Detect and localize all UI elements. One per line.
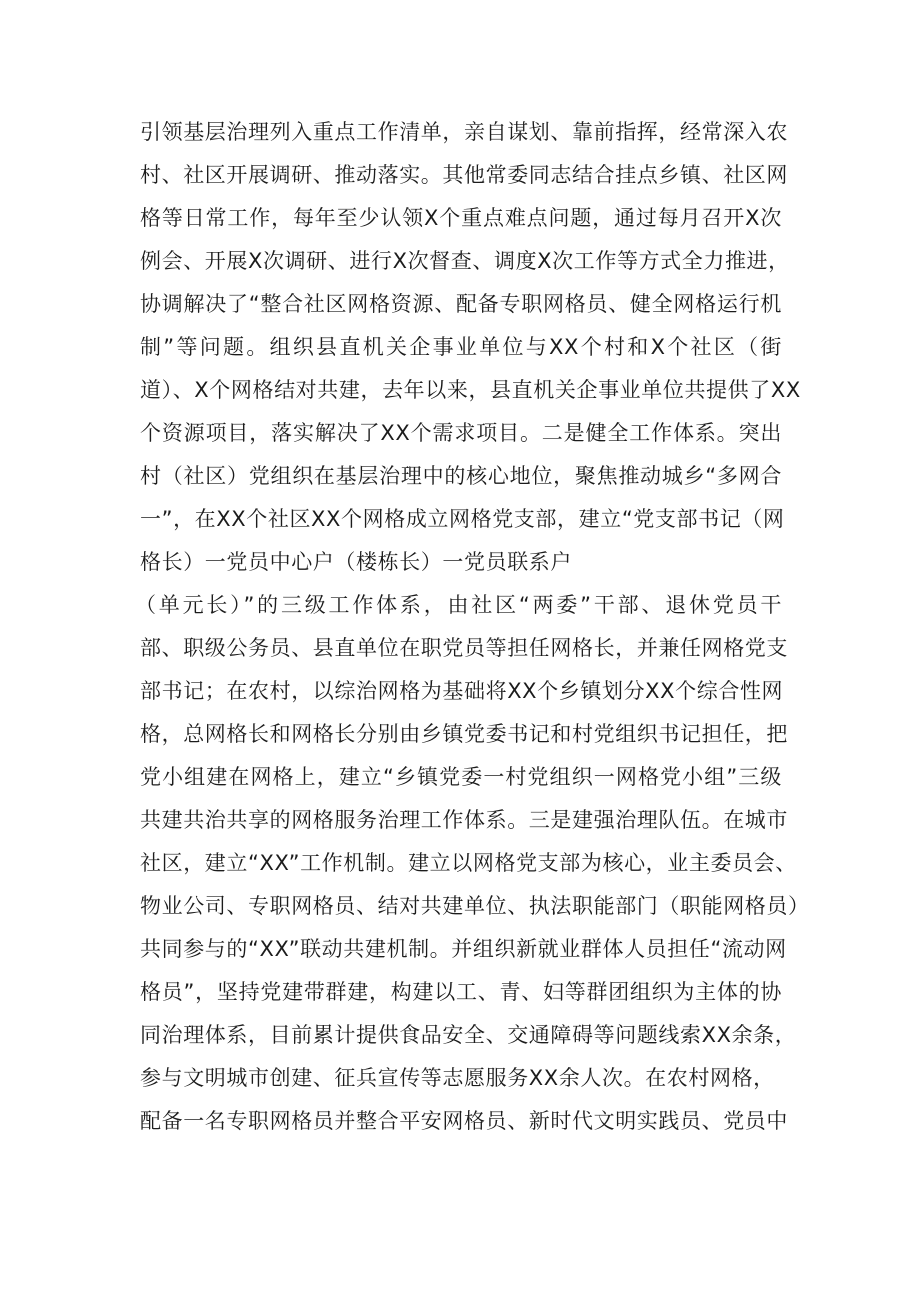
- text-line: 社区，建立“XX”工作机制。建立以网格党支部为核心，业主委员会、: [140, 851, 797, 875]
- text-line: 一”，在XX个社区XX个网格成立网格党支部，建立“党支部书记（网: [140, 507, 785, 531]
- text-line: 格等日常工作，每年至少认领X个重点难点问题，通过每月召开X次: [140, 206, 782, 230]
- text-line: 例会、开展X次调研、进行X次督查、调度X次工作等方式全力推进，: [140, 249, 790, 273]
- text-line: 村、社区开展调研、推动落实。其他常委同志结合挂点乡镇、社区网: [140, 163, 788, 187]
- text-line: 制”等问题。组织县直机关企事业单位与XX个村和X个社区（街: [140, 335, 782, 359]
- text-line: 部、职级公务员、县直单位在职党员等担任网格长，并兼任网格党支: [140, 636, 788, 660]
- text-line: 参与文明城市创建、征兵宣传等志愿服务XX余人次。在农村网格，: [140, 1066, 775, 1090]
- text-line: 同治理体系，目前累计提供食品安全、交通障碍等问题线索XX余条，: [140, 1023, 797, 1047]
- text-line: 共建共治共享的网格服务治理工作体系。三是建强治理队伍。在城市: [140, 808, 788, 832]
- text-line: 协调解决了“整合社区网格资源、配备专职网格员、健全网格运行机: [140, 292, 782, 316]
- text-line: （单元长）”的三级工作体系，由社区“两委”干部、退休党员干: [135, 593, 782, 617]
- text-line: 格长）一党员中心户（楼栋长）一党员联系户: [140, 550, 572, 574]
- text-line: 共同参与的“XX”联动共建机制。并组织新就业群体人员担任“流动网: [140, 937, 787, 961]
- text-line: 格，总网格长和网格长分别由乡镇党委书记和村党组织书记担任，把: [140, 722, 788, 746]
- text-line: 配备一名专职网格员并整合平安网格员、新时代文明实践员、党员中: [140, 1109, 788, 1133]
- text-line: 部书记；在农村，以综治网格为基础将XX个乡镇划分XX个综合性网: [140, 679, 784, 703]
- text-line: 党小组建在网格上，建立“乡镇党委一村党组织一网格党小组”三级: [140, 765, 782, 789]
- text-line: 格员”，坚持党建带群建，构建以工、青、妇等群团组织为主体的协: [140, 980, 782, 1004]
- text-line: 物业公司、专职网格员、结对共建单位、执法职能部门（职能网格员）: [140, 894, 810, 918]
- text-line: 村（社区）党组织在基层治理中的核心地位，聚焦推动城乡“多网合: [140, 464, 782, 488]
- text-line: 道）、X个网格结对共建，去年以来，县直机关企事业单位共提供了XX: [140, 378, 801, 402]
- text-line: 个资源项目，落实解决了XX个需求项目。二是健全工作体系。突出: [140, 421, 782, 445]
- text-line: 引领基层治理列入重点工作清单，亲自谋划、靠前指挥，经常深入农: [140, 120, 788, 144]
